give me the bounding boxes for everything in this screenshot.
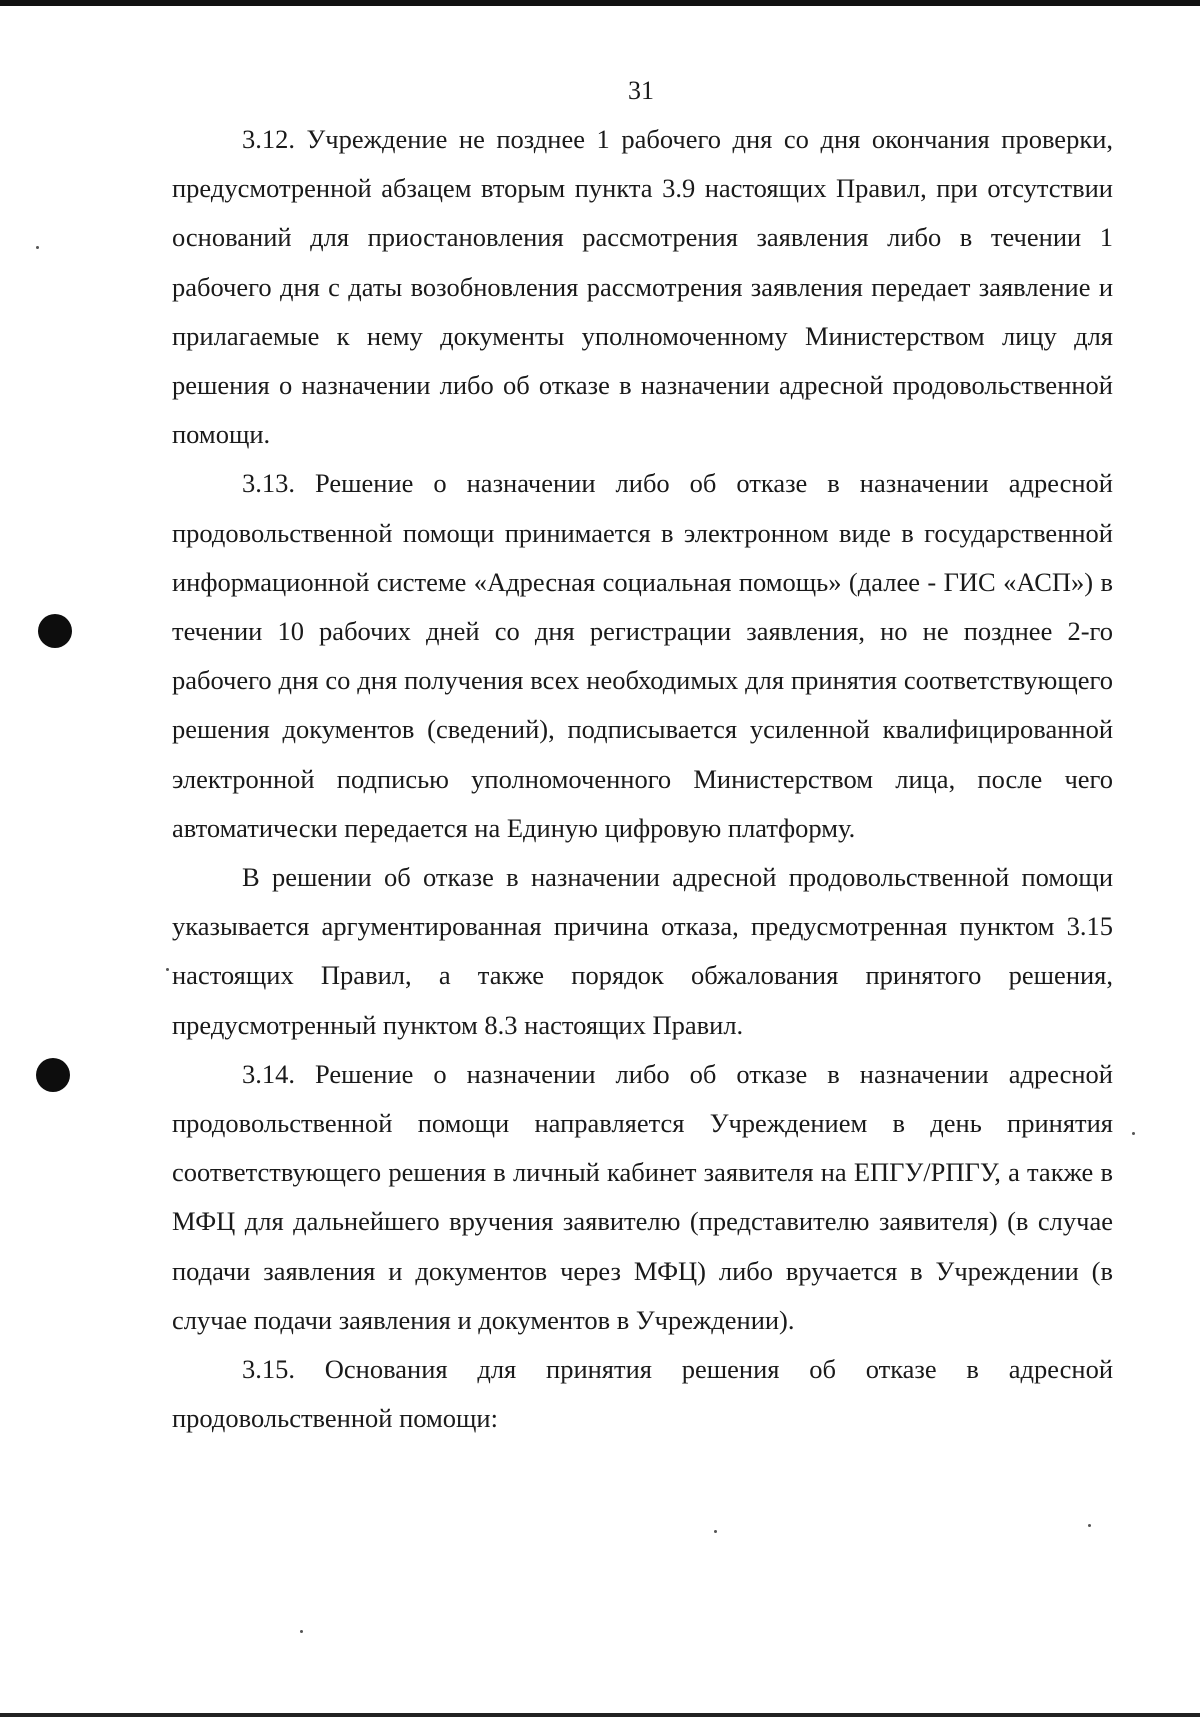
scan-top-edge bbox=[0, 0, 1200, 6]
document-body bbox=[172, 115, 1113, 1443]
scan-speck bbox=[300, 1630, 303, 1633]
scan-speck bbox=[714, 1530, 717, 1533]
scan-speck bbox=[36, 246, 39, 249]
paragraph-refusal-reasons: В решении об отказе в назначении адресной продовольственной помощи указывается аргументированная причина отказа, предусмотренная пунктом 3.15 настоящих Правил, а также порядок обжалования принятого решения, предусмотренный пунктом 8.3 настоящих Правил. bbox=[172, 862, 1113, 1040]
paragraph-3-12: 3.12. Учреждение не позднее 1 рабочего дня со дня окончания проверки, предусмотренной абзацем вторым пункта 3.9 настоящих Правил, при отсутствии оснований для приостановления рассмотрения заявления либо в течении 1 рабочего дня с даты возобновления рассмотрения заявления передает заявление и прилагаемые к нему документы уполномоченному Министерством лицу для решения о назначении либо об отказе в назначении адресной продовольственной помощи. bbox=[172, 124, 1113, 450]
paragraph-3-15: 3.15. Основания для принятия решения об отказе в адресной продовольственной помощи: bbox=[172, 1354, 1113, 1434]
scan-speck bbox=[1132, 1132, 1135, 1135]
paragraph-3-13: 3.13. Решение о назначении либо об отказе в назначении адресной продовольственной помощи принимается в электронном виде в государственной информационной системе «Адресная социальная помощь» (далее - ГИС «АСП») в течении 10 рабочих дней со дня регистрации заявления, но не позднее 2-го рабочего дня со дня получения всех необходимых для принятия соответствующего решения документов (сведений), подписывается усиленной квалифицированной электронной подписью уполномоченного Министерством лица, после чего автоматически передается на Единую цифровую платформу. bbox=[172, 468, 1113, 843]
paragraph-3-14: 3.14. Решение о назначении либо об отказе в назначении адресной продовольственной помощи направляется Учреждением в день принятия соответствующего решения в личный кабинет заявителя на ЕПГУ/РПГУ, а также в МФЦ для дальнейшего вручения заявителю (представителю заявителя) (в случае подачи заявления и документов через МФЦ) либо вручается в Учреждении (в случае подачи заявления и документов в Учреждении). bbox=[172, 1058, 1113, 1335]
page-number: 31 bbox=[628, 76, 654, 105]
scan-speck bbox=[166, 968, 169, 971]
scan-bottom-edge bbox=[0, 1713, 1200, 1717]
scan-speck bbox=[1088, 1524, 1091, 1527]
punch-hole-lower bbox=[36, 1058, 70, 1092]
punch-hole-upper bbox=[38, 614, 72, 648]
